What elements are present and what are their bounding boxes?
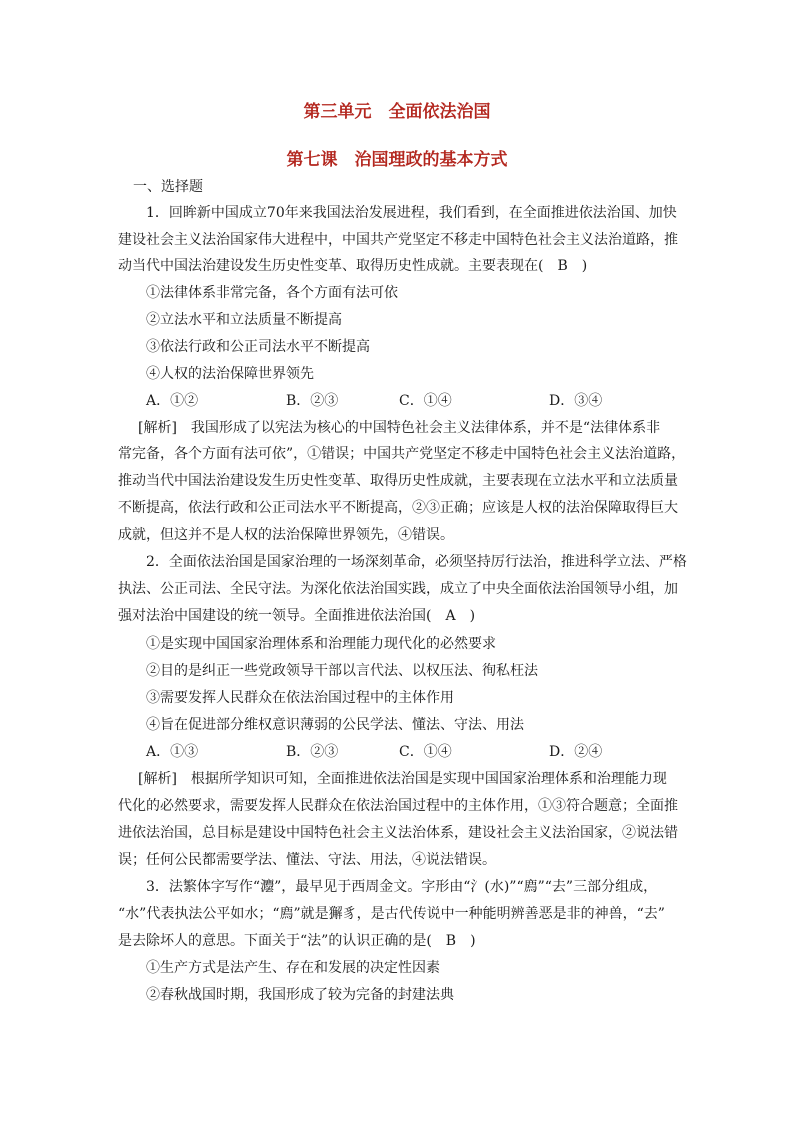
q2-option-c: C．①④ [399,744,452,760]
q1-analysis-line: [解析] 我国形成了以宪法为核心的中国特色社会主义法律体系，并不是“法律体系非 [138,420,661,436]
q1-analysis-line: 不断提高，依法行政和公正司法水平不断提高，②③正确；应该是人权的法治保障取得巨大 [118,500,678,516]
q2-stem-line: 强对法治中国建设的统一领导。全面推进依法治国( A ) [118,608,476,624]
q1-option-a: A．①② [146,393,199,409]
q2-option-d: D．②④ [549,744,603,760]
q2-analysis-line: 进依法治国，总目标是建设中国特色社会主义法治体系，建设社会主义法治国家，②说法错 [118,825,678,841]
q2-analysis-line: 代化的必然要求，需要发挥人民群众在依法治国过程中的主体作用，①③符合题意；全面推 [118,798,678,814]
q2-stem-line: 执法、公正司法、全民守法。为深化依法治国实践，成立了中央全面依法治国领导小组，加 [118,581,678,597]
q1-item: ③依法行政和公正司法水平不断提高 [146,339,370,355]
q3-stem-line: 3．法繁体字写作“灋”，最早见于西周金文。字形由“氵(水)”“廌”“去”三部分组成， [146,879,658,895]
q1-stem-line: 建设社会主义法治国家伟大进程中，中国共产党坚定不移走中国特色社会主义法治道路，推 [118,232,678,248]
q3-item: ②春秋战国时期，我国形成了较为完备的封建法典 [146,987,454,1003]
q1-item: ④人权的法治保障世界领先 [146,366,314,382]
q1-item: ②立法水平和立法质量不断提高 [146,312,342,328]
q2-analysis-line: 误；任何公民都需要学法、懂法、守法、用法，④说法错误。 [118,852,496,868]
lesson-title: 第七课 治国理政的基本方式 [286,150,508,170]
q1-stem-line: 1．回眸新中国成立70年来我国法治发展进程，我们看到，在全面推进依法治国、加快 [146,205,677,221]
q1-option-b: B．②③ [286,393,339,409]
q2-item: ②目的是纠正一些党政领导干部以言代法、以权压法、徇私枉法 [146,663,538,679]
q3-stem-line: “水”代表执法公平如水；“廌”就是獬豸，是古代传说中一种能明辨善恶是非的神兽，“去” [118,906,665,922]
q2-option-b: B．②③ [286,744,339,760]
q1-option-c: C．①④ [399,393,452,409]
q2-option-a: A．①③ [146,744,199,760]
q2-item: ①是实现中国国家治理体系和治理能力现代化的必然要求 [146,636,496,652]
q2-analysis-line: [解析] 根据所学知识可知，全面推进依法治国是实现中国国家治理体系和治理能力现 [138,771,667,787]
q1-analysis-line: 成就，但这并不是人权的法治保障世界领先，④错误。 [118,527,454,543]
q2-item: ③需要发挥人民群众在依法治国过程中的主体作用 [146,690,454,706]
q3-item: ①生产方式是法产生、存在和发展的决定性因素 [146,960,440,976]
q3-stem-line: 是去除坏人的意思。下面关于“法”的认识正确的是( B ) [118,933,476,949]
q1-analysis-line: 常完备，各个方面有法可依”，①错误；中国共产党坚定不移走中国特色社会主义法治道路， [118,446,686,462]
unit-title: 第三单元 全面依法治国 [303,102,491,122]
q2-stem-line: 2．全面依法治国是国家治理的一场深刻革命，必须坚持厉行法治，推进科学立法、严格 [146,554,687,570]
section-heading: 一、选择题 [133,179,203,195]
q1-analysis-line: 推动当代中国法治建设发生历史性变革、取得历史性成就，主要表现在立法水平和立法质量 [118,473,678,489]
q2-item: ④旨在促进部分维权意识薄弱的公民学法、懂法、守法、用法 [146,717,524,733]
q1-item: ①法律体系非常完备，各个方面有法可依 [146,285,398,301]
q1-stem-line: 动当代中国法治建设发生历史性变革、取得历史性成就。主要表现在( B ) [118,258,588,274]
q1-option-d: D．③④ [549,393,603,409]
